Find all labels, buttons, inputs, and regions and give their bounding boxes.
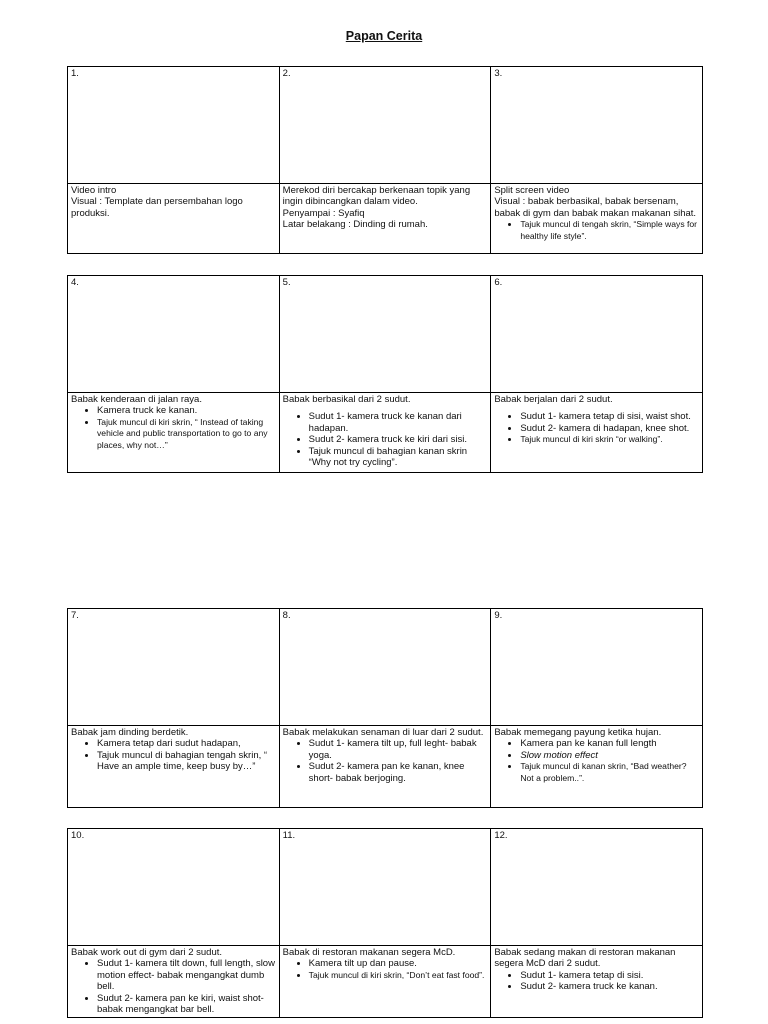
bullet-item: • Tajuk muncul di kiri skrin, “Don’t eat fast food”. xyxy=(309,970,488,981)
bullet-list xyxy=(494,219,699,242)
description-line: Babak jam dinding berdetik. xyxy=(71,727,189,738)
frame-6 xyxy=(491,276,703,393)
bullet-list xyxy=(71,958,276,1015)
description-8 xyxy=(279,726,491,808)
description-line: Babak berbasikal dari 2 sudut. xyxy=(282,394,411,405)
description-line: Babak melakukan senaman di luar dari 2 sudut. xyxy=(282,727,484,738)
description-line: Split screen video xyxy=(494,185,570,196)
description-line: Babak berjalan dari 2 sudut. xyxy=(494,394,613,405)
storyboard-row-1 xyxy=(67,66,703,254)
frame-7 xyxy=(68,609,280,726)
bullet-item: • Sudut 2- kamera pan ke kanan, knee short- babak berjoging. xyxy=(309,761,488,784)
bullet-item: • Kamera tilt up dan pause. xyxy=(309,958,488,969)
bullet-item: • Sudut 2- kamera truck ke kanan. xyxy=(520,981,699,992)
panel-number: 8. xyxy=(282,610,291,621)
page-title: Papan Cerita xyxy=(345,29,423,43)
frame-10 xyxy=(68,829,280,946)
description-line: Merekod diri bercakap berkenaan topik yang ingin dibincangkan dalam video. xyxy=(282,185,471,208)
bullet-item: • Tajuk muncul di kanan skrin, “Bad weather? Not a problem..”. xyxy=(520,761,699,784)
description-3 xyxy=(491,184,703,254)
frame-2 xyxy=(279,67,491,184)
panel-number: 9. xyxy=(494,610,503,621)
description-5 xyxy=(279,393,491,473)
description-line: Penyampai : Syafiq xyxy=(282,207,365,219)
bullet-item: • Sudut 2- kamera di hadapan, knee shot. xyxy=(520,423,699,434)
description-line: Video intro xyxy=(71,185,117,196)
description-2 xyxy=(279,184,491,254)
bullet-item: • Sudut 2- kamera pan ke kiri, waist shot- babak mengangkat bar bell. xyxy=(97,993,276,1016)
frame-9 xyxy=(491,609,703,726)
bullet-list xyxy=(283,958,488,981)
bullet-item: • Sudut 2- kamera truck ke kiri dari sisi. xyxy=(309,434,488,445)
bullet-list xyxy=(71,738,276,772)
bullet-item: • Sudut 1- kamera truck ke kanan dari hadapan. xyxy=(309,411,488,434)
bullet-item: • Kamera tetap dari sudut hadapan, xyxy=(97,738,276,749)
description-1 xyxy=(68,184,280,254)
frame-3 xyxy=(491,67,703,184)
bullet-list xyxy=(283,411,488,468)
storyboard-row-4 xyxy=(67,828,703,1018)
bullet-list xyxy=(283,738,488,784)
bullet-item: • Sudut 1- kamera tetap di sisi, waist shot. xyxy=(520,411,699,422)
description-line: Latar belakang : Dinding di rumah. xyxy=(282,219,428,231)
frame-8 xyxy=(279,609,491,726)
bullet-list xyxy=(71,405,276,451)
storyboard-row-3 xyxy=(67,608,703,808)
description-line: Babak sedang makan di restoran makanan segera McD dari 2 sudut. xyxy=(494,947,676,970)
bullet-item: • Sudut 1- kamera tetap di sisi. xyxy=(520,970,699,981)
bullet-item: • Tajuk muncul di kiri skrin “or walking”. xyxy=(520,434,699,445)
bullet-item: • Tajuk muncul di bahagian kanan skrin “Why not try cycling”. xyxy=(309,446,488,469)
bullet-list xyxy=(494,411,699,445)
storyboard-row-2 xyxy=(67,275,703,473)
description-4 xyxy=(68,393,280,473)
description-11 xyxy=(279,946,491,1018)
panel-number: 12. xyxy=(494,830,508,841)
bullet-item: • Slow motion effect xyxy=(520,750,699,761)
description-line: Babak work out di gym dari 2 sudut. xyxy=(71,947,223,958)
panel-number: 2. xyxy=(282,68,291,79)
bullet-item: • Tajuk muncul di kiri skrin, “ Instead of taking vehicle and public transportation to go to any places, why not…” xyxy=(97,417,276,451)
panel-number: 1. xyxy=(71,68,79,79)
bullet-item: • Sudut 1- kamera tilt up, full leght- babak yoga. xyxy=(309,738,488,761)
description-10 xyxy=(68,946,280,1018)
description-line: Visual : babak berbasikal, babak bersenam, babak di gym dan babak makan makanan sihat. xyxy=(494,196,697,219)
frame-1 xyxy=(68,67,280,184)
bullet-list xyxy=(494,970,699,993)
description-12 xyxy=(491,946,703,1018)
frame-5 xyxy=(279,276,491,393)
panel-number: 11. xyxy=(282,830,296,841)
frame-11 xyxy=(279,829,491,946)
description-line: Babak di restoran makanan segera McD. xyxy=(282,947,456,958)
panel-number: 6. xyxy=(494,277,503,288)
bullet-list xyxy=(494,738,699,784)
bullet-item: • Tajuk muncul di tengah skrin, “Simple ways for healthy life style”. xyxy=(520,219,699,242)
panel-number: 3. xyxy=(494,68,503,79)
bullet-item: • Kamera pan ke kanan full length xyxy=(520,738,699,749)
panel-number: 4. xyxy=(71,277,79,288)
frame-12 xyxy=(491,829,703,946)
bullet-item: • Sudut 1- kamera tilt down, full length, slow motion effect- babak mengangkat dumb bell. xyxy=(97,958,276,992)
panel-number: 10. xyxy=(71,830,85,841)
description-line: Visual : Template dan persembahan logo produksi. xyxy=(71,196,243,219)
bullet-item: • Tajuk muncul di bahagian tengah skrin, “ Have an ample time, keep busy by…” xyxy=(97,750,276,773)
bullet-item: • Kamera truck ke kanan. xyxy=(97,405,276,416)
description-7 xyxy=(68,726,280,808)
panel-number: 5. xyxy=(282,277,291,288)
description-6 xyxy=(491,393,703,473)
description-line: Babak kenderaan di jalan raya. xyxy=(71,394,202,405)
frame-4 xyxy=(68,276,280,393)
panel-number: 7. xyxy=(71,610,79,621)
description-9 xyxy=(491,726,703,808)
description-line: Babak memegang payung ketika hujan. xyxy=(494,727,662,738)
